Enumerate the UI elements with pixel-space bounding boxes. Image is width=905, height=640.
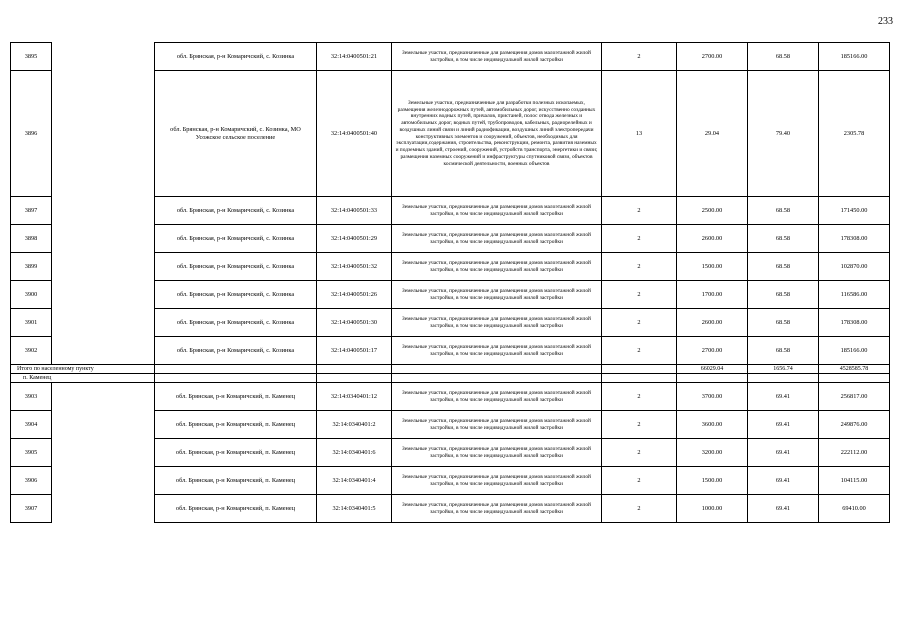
total-cost: 4528585.78 xyxy=(819,365,890,374)
cost-cell: 102870.00 xyxy=(819,253,890,281)
table-row xyxy=(11,71,890,197)
rate-cell: 79.40 xyxy=(748,71,819,197)
row-number: 3901 xyxy=(11,309,52,337)
blank-cell xyxy=(52,197,155,225)
table-row xyxy=(11,253,890,281)
cadastral-number-cell: 32:14:0340401:6 xyxy=(317,439,392,467)
address-cell: обл. Брянская, р-н Комаричский, п. Каменец xyxy=(155,411,317,439)
table-row xyxy=(11,197,890,225)
rate-cell: 68.58 xyxy=(748,197,819,225)
purpose-cell: Земельные участки, предназначенные для размещения домов малоэтажной жилой застройки, в том числе индивидуальной жилой застройки xyxy=(392,439,602,467)
row-number: 3902 xyxy=(11,337,52,365)
cadastral-number-cell: 32:14:0400501:30 xyxy=(317,309,392,337)
area-cell: 2700.00 xyxy=(677,337,748,365)
blank-cell xyxy=(52,225,155,253)
area-cell: 2500.00 xyxy=(677,197,748,225)
area-cell: 2700.00 xyxy=(677,43,748,71)
cost-cell: 171450.00 xyxy=(819,197,890,225)
rate-cell: 68.58 xyxy=(748,225,819,253)
row-number: 3900 xyxy=(11,281,52,309)
purpose-cell: Земельные участки, предназначенные для размещения домов малоэтажной жилой застройки, в том числе индивидуальной жилой застройки xyxy=(392,411,602,439)
purpose-cell: Земельные участки, предназначенные для размещения домов малоэтажной жилой застройки, в том числе индивидуальной жилой застройки xyxy=(392,337,602,365)
cost-cell: 178308.00 xyxy=(819,225,890,253)
table-row xyxy=(11,439,890,467)
blank-cell xyxy=(52,253,155,281)
rate-cell: 69.41 xyxy=(748,495,819,523)
row-number: 3899 xyxy=(11,253,52,281)
area-cell: 1000.00 xyxy=(677,495,748,523)
page-number: 233 xyxy=(878,16,893,27)
cost-cell: 69410.00 xyxy=(819,495,890,523)
cadastral-number-cell: 32:14:0340401:5 xyxy=(317,495,392,523)
address-cell: обл. Брянская, р-н Комаричский, п. Каменец xyxy=(155,467,317,495)
cadastral-number-cell: 32:14:0400501:29 xyxy=(317,225,392,253)
cadastral-number-cell: 32:14:0340401:12 xyxy=(317,383,392,411)
count-cell: 2 xyxy=(602,495,677,523)
address-cell: обл. Брянская, р-н Комаричский, с. Козинка xyxy=(155,281,317,309)
area-cell: 1500.00 xyxy=(677,467,748,495)
area-cell: 1700.00 xyxy=(677,281,748,309)
row-number: 3898 xyxy=(11,225,52,253)
blank-cell xyxy=(52,411,155,439)
total-rate: 1656.74 xyxy=(748,365,819,374)
address-cell: обл. Брянская, р-н Комаричский, с. Козинка xyxy=(155,197,317,225)
count-cell: 2 xyxy=(602,253,677,281)
cost-cell: 116586.00 xyxy=(819,281,890,309)
rate-cell: 68.58 xyxy=(748,309,819,337)
table-row xyxy=(11,411,890,439)
count-cell: 2 xyxy=(602,281,677,309)
rate-cell: 68.58 xyxy=(748,43,819,71)
table-row xyxy=(11,43,890,71)
address-cell: обл. Брянская, р-н Комаричский, с. Козинка xyxy=(155,225,317,253)
cost-cell: 249876.00 xyxy=(819,411,890,439)
cost-cell: 104115.00 xyxy=(819,467,890,495)
purpose-cell: Земельные участки, предназначенные для размещения домов малоэтажной жилой застройки, в том числе индивидуальной жилой застройки xyxy=(392,281,602,309)
cost-cell: 2305.78 xyxy=(819,71,890,197)
purpose-cell: Земельные участки, предназначенные для размещения домов малоэтажной жилой застройки, в том числе индивидуальной жилой застройки xyxy=(392,197,602,225)
purpose-cell: Земельные участки, предназначенные для размещения домов малоэтажной жилой застройки, в том числе индивидуальной жилой застройки xyxy=(392,43,602,71)
rate-cell: 68.58 xyxy=(748,281,819,309)
blank-cell xyxy=(52,467,155,495)
table-body-bottom xyxy=(11,383,890,523)
address-cell: обл. Брянская, р-н Комаричский, с. Козинка, МО Усожское сельское поселение xyxy=(155,71,317,197)
count-cell: 2 xyxy=(602,467,677,495)
rate-cell: 68.58 xyxy=(748,253,819,281)
purpose-cell: Земельные участки, предназначенные для размещения домов малоэтажной жилой застройки, в том числе индивидуальной жилой застройки xyxy=(392,467,602,495)
blank-cell xyxy=(52,337,155,365)
row-number: 3905 xyxy=(11,439,52,467)
count-cell: 2 xyxy=(602,225,677,253)
cost-cell: 178308.00 xyxy=(819,309,890,337)
address-cell: обл. Брянская, р-н Комаричский, с. Козинка xyxy=(155,309,317,337)
section-header-row xyxy=(11,374,890,383)
count-cell: 13 xyxy=(602,71,677,197)
row-number: 3897 xyxy=(11,197,52,225)
cost-cell: 256817.00 xyxy=(819,383,890,411)
area-cell: 2600.00 xyxy=(677,225,748,253)
table-row xyxy=(11,309,890,337)
purpose-cell: Земельные участки, предназначенные для размещения домов малоэтажной жилой застройки, в том числе индивидуальной жилой застройки xyxy=(392,495,602,523)
blank-cell xyxy=(52,309,155,337)
address-cell: обл. Брянская, р-н Комаричский, п. Каменец xyxy=(155,383,317,411)
area-cell: 1500.00 xyxy=(677,253,748,281)
rate-cell: 69.41 xyxy=(748,467,819,495)
blank-cell xyxy=(52,281,155,309)
cadastral-number-cell: 32:14:0400501:33 xyxy=(317,197,392,225)
table-summary xyxy=(11,365,890,383)
rate-cell: 68.58 xyxy=(748,337,819,365)
row-number: 3907 xyxy=(11,495,52,523)
row-number: 3906 xyxy=(11,467,52,495)
cost-cell: 185166.00 xyxy=(819,337,890,365)
table-body-top xyxy=(11,43,890,365)
blank-cell xyxy=(52,383,155,411)
address-cell: обл. Брянская, р-н Комаричский, п. Каменец xyxy=(155,495,317,523)
row-number: 3896 xyxy=(11,71,52,197)
count-cell: 2 xyxy=(602,309,677,337)
cadastral-number-cell: 32:14:0340401:4 xyxy=(317,467,392,495)
count-cell: 2 xyxy=(602,383,677,411)
blank-cell xyxy=(52,439,155,467)
address-cell: обл. Брянская, р-н Комаричский, с. Козинка xyxy=(155,253,317,281)
purpose-cell: Земельные участки, предназначенные для размещения домов малоэтажной жилой застройки, в том числе индивидуальной жилой застройки xyxy=(392,225,602,253)
row-number: 3903 xyxy=(11,383,52,411)
table-row xyxy=(11,467,890,495)
count-cell: 2 xyxy=(602,197,677,225)
rate-cell: 69.41 xyxy=(748,411,819,439)
rate-cell: 69.41 xyxy=(748,383,819,411)
section-label: п. Каменец xyxy=(11,374,155,383)
total-area: 66029.04 xyxy=(677,365,748,374)
table-row xyxy=(11,495,890,523)
area-cell: 3600.00 xyxy=(677,411,748,439)
blank-cell xyxy=(52,43,155,71)
cadastral-number-cell: 32:14:0400501:21 xyxy=(317,43,392,71)
cadastral-valuation-table xyxy=(10,42,890,523)
purpose-cell: Земельные участки, предназначенные для размещения домов малоэтажной жилой застройки, в том числе индивидуальной жилой застройки xyxy=(392,383,602,411)
purpose-cell: Земельные участки, предназначенные для размещения домов малоэтажной жилой застройки, в том числе индивидуальной жилой застройки xyxy=(392,309,602,337)
count-cell: 2 xyxy=(602,43,677,71)
area-cell: 3200.00 xyxy=(677,439,748,467)
count-cell: 2 xyxy=(602,439,677,467)
address-cell: обл. Брянская, р-н Комаричский, п. Каменец xyxy=(155,439,317,467)
purpose-cell: Земельные участки, предназначенные для размещения домов малоэтажной жилой застройки, в том числе индивидуальной жилой застройки xyxy=(392,253,602,281)
total-label: Итого по населенному пункту xyxy=(11,365,155,374)
blank-cell xyxy=(52,71,155,197)
blank-cell xyxy=(52,495,155,523)
table-row xyxy=(11,383,890,411)
count-cell: 2 xyxy=(602,337,677,365)
cadastral-number-cell: 32:14:0400501:26 xyxy=(317,281,392,309)
total-row xyxy=(11,365,890,374)
area-cell: 3700.00 xyxy=(677,383,748,411)
cost-cell: 222112.00 xyxy=(819,439,890,467)
table-row xyxy=(11,281,890,309)
count-cell: 2 xyxy=(602,411,677,439)
row-number: 3895 xyxy=(11,43,52,71)
table-row xyxy=(11,337,890,365)
rate-cell: 69.41 xyxy=(748,439,819,467)
row-number: 3904 xyxy=(11,411,52,439)
address-cell: обл. Брянская, р-н Комаричский, с. Козинка xyxy=(155,43,317,71)
area-cell: 29.04 xyxy=(677,71,748,197)
address-cell: обл. Брянская, р-н Комаричский, с. Козинка xyxy=(155,337,317,365)
cost-cell: 185166.00 xyxy=(819,43,890,71)
purpose-cell: Земельные участки, предназначенные для разработки полезных ископаемых, размещения железнодорожных путей, автомобильных дорог, искусственно созданных внутренних водных путей, причалов, пристаней, полос отвода железных и автомобильных дорог, водных путей, трубопроводов, кабельных, радиорелейных и воздушных линий связи и линий радиофикации, воздушных линий электропередачи конструктивных элементов и сооружений, объектов, необходимых для эксплуатации,содержания, строительства, реконструкции, ремонта, развития наземных и подземных зданий, строений, сооружений, устройств транспорта, энергетики и связи; размещения наземных сооружений и инфраструктуры спутниковой связи, объектов космической деятельности, военных объектов xyxy=(392,71,602,197)
table-row xyxy=(11,225,890,253)
cadastral-number-cell: 32:14:0340401:2 xyxy=(317,411,392,439)
cadastral-number-cell: 32:14:0400501:32 xyxy=(317,253,392,281)
cadastral-number-cell: 32:14:0400501:40 xyxy=(317,71,392,197)
cadastral-number-cell: 32:14:0400501:17 xyxy=(317,337,392,365)
area-cell: 2600.00 xyxy=(677,309,748,337)
